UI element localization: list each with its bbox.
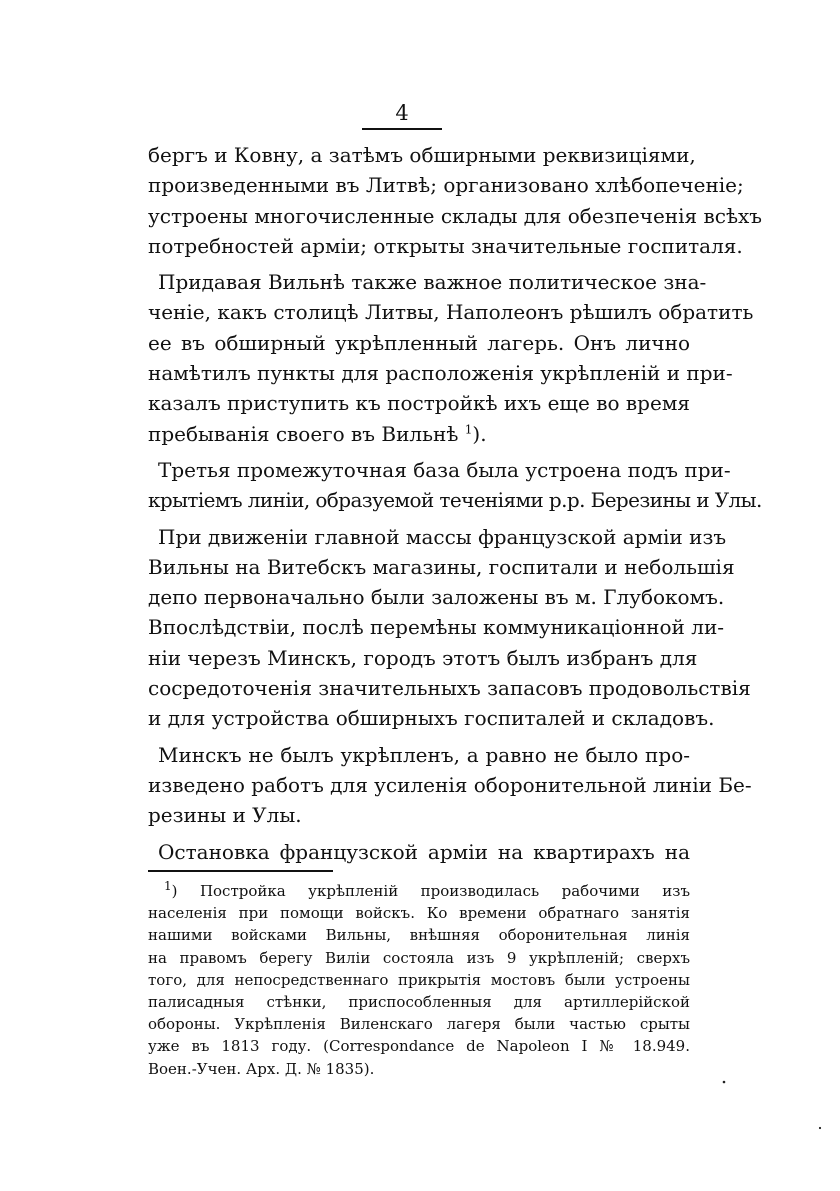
text-line: Вильны на Витебскъ магазины, госпитали и небольшія — [148, 554, 735, 579]
text-line: произведенными въ Литвѣ; организовано хлѣбопеченіе; — [148, 173, 744, 198]
text-line: изведено работъ для усиленія оборонительной линіи Бе- — [148, 772, 752, 797]
text-line: крытіемъ линіи, образуемой теченіями р.р. Березины и Улы. — [148, 488, 762, 513]
print-speck — [723, 1081, 726, 1084]
text-line: и для устройства обширныхъ госпиталей и складовъ. — [148, 706, 715, 731]
text-line: Минскъ не былъ укрѣпленъ, а равно не было про- — [158, 742, 690, 767]
text-line: казалъ приступить къ постройкѣ ихъ еще во время — [148, 391, 690, 416]
text-line: При движеніи главной массы французской арміи изъ — [158, 524, 727, 549]
text-line: Придавая Вильнѣ также важное политическое зна- — [158, 270, 707, 295]
footnote-line: того, для непосредственнаго прикрытія мостовъ были устроены — [148, 970, 690, 989]
text-line: депо первоначально были заложены въ м. Глубокомъ. — [148, 585, 725, 610]
text-line: потребностей арміи; открыты значительные госпиталя. — [148, 233, 743, 258]
footnote-line: обороны. Укрѣпленія Виленскаго лагеря были частью срыты — [148, 1015, 690, 1034]
text-line-content: пребыванія своего въ Вильнѣ — [148, 421, 459, 446]
text-line: резины и Улы. — [148, 803, 302, 828]
text-line: устроены многочисленные склады для обезпеченія всѣхъ — [148, 203, 763, 228]
footnote-mark: 1 — [164, 879, 172, 893]
footnote-line: населенія при помощи войскъ. Ко времени обратнаго занятія — [148, 904, 690, 923]
text-line: ніи черезъ Минскъ, городъ этотъ былъ избранъ для — [148, 645, 698, 670]
page-number: 4 — [395, 101, 409, 125]
text-line: Впослѣдствіи, послѣ перемѣны коммуникаціонной ли- — [148, 615, 725, 640]
footnote-line: палисадныя стѣнки, приспособленныя для артиллерійской — [148, 993, 690, 1012]
footnote-line: Воен.-Учен. Арх. Д. № 1835). — [148, 1059, 375, 1078]
text-line: намѣтилъ пункты для расположенія укрѣпленій и при- — [148, 361, 733, 386]
footnote-line-content: ) Постройка укрѣпленій производилась рабочими изъ — [171, 882, 690, 900]
text-line-tail: ). — [472, 421, 487, 446]
text-line: бергъ и Ковну, а затѣмъ обширными реквизиціями, — [148, 143, 696, 167]
footnote-reference: 1 — [464, 422, 473, 437]
text-line: ченіе, какъ столицѣ Литвы, Наполеонъ рѣшилъ обратить — [148, 300, 754, 325]
text-line: сосредоточенія значительныхъ запасовъ продовольствія — [148, 676, 751, 701]
footnote-line: уже въ 1813 году. (Correspondance de Napoleon I № 18.949. — [148, 1037, 690, 1056]
footnote-line: на правомъ берегу Виліи состояла изъ 9 укрѣпленій; сверхъ — [148, 948, 690, 967]
footnote-line: нашими войсками Вильны, внѣшняя оборонительная линія — [148, 926, 690, 945]
text-line: ее въ обширный укрѣпленный лагерь. Онъ лично — [148, 330, 690, 355]
text-line: Третья промежуточная база была устроена подъ при- — [158, 457, 731, 482]
text-line: Остановка французской арміи на квартирахъ на — [158, 839, 690, 864]
print-speck — [819, 1127, 821, 1129]
